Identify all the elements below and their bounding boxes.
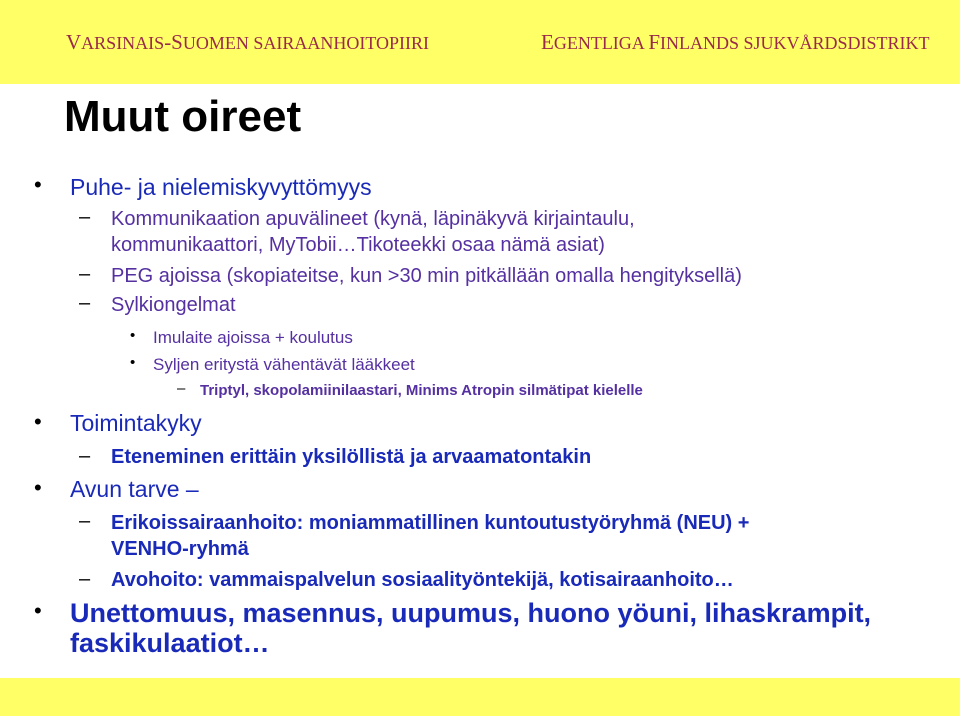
- bullet-marker: •: [34, 409, 42, 434]
- sub-bullet-progression: Eteneminen erittäin yksilöllistä ja arvaamatontakin: [111, 446, 592, 468]
- sub-bullet-communication-aids-cont: kommunikaattori, MyTobii…Tikoteekki osaa nämä asiat): [111, 234, 605, 256]
- dash-marker: –: [79, 292, 91, 314]
- level4-medication-list: Triptyl, skopolamiinilaastari, Minims Atropin silmätipat kielelle: [200, 382, 643, 399]
- dash-marker: –: [79, 263, 91, 285]
- sub-bullet-specialized-care-cont: VENHO-ryhmä: [111, 538, 249, 560]
- right-org-name: EGENTLIGA FINLANDS SJUKVÅRDSDISTRIKT: [541, 30, 930, 54]
- bullet-marker: •: [130, 354, 136, 371]
- bullet-marker: •: [34, 172, 42, 197]
- level3-saliva-medication: Syljen eritystä vähentävät lääkkeet: [153, 355, 415, 374]
- slide-title: Muut oireet: [64, 92, 302, 141]
- sub-bullet-peg: PEG ajoissa (skopiateitse, kun >30 min pitkällään omalla hengityksellä): [111, 265, 742, 287]
- bullet-need-for-help: Avun tarve –: [70, 476, 199, 502]
- bullet-other-symptoms-cont: faskikulaatiot…: [70, 628, 270, 658]
- dash-marker: –: [79, 206, 91, 228]
- bullet-other-symptoms: Unettomuus, masennus, uupumus, huono yöuni, lihaskrampit,: [70, 598, 872, 628]
- sub-bullet-saliva-problems: Sylkiongelmat: [111, 294, 236, 316]
- sub-bullet-outpatient-care: Avohoito: vammaispalvelun sosiaalityöntekijä, kotisairaanhoito…: [111, 569, 734, 591]
- dash-marker: –: [79, 510, 91, 532]
- bullet-functional-ability: Toimintakyky: [70, 410, 202, 436]
- dash-marker: –: [79, 568, 91, 590]
- header-band: [0, 0, 960, 84]
- bullet-marker: •: [130, 327, 136, 344]
- bullet-marker: •: [34, 475, 42, 500]
- left-org-name: VARSINAIS-SUOMEN SAIRAANHOITOPIIRI: [66, 30, 430, 54]
- bullet-marker: •: [34, 598, 42, 623]
- level3-suction-device: Imulaite ajoissa + koulutus: [153, 328, 353, 347]
- sub-bullet-specialized-care: Erikoissairaanhoito: moniammatillinen kuntoutustyöryhmä (NEU) +: [111, 512, 750, 534]
- sub-bullet-communication-aids: Kommunikaation apuvälineet (kynä, läpinäkyvä kirjaintaulu,: [111, 208, 635, 230]
- dash-marker: –: [177, 380, 186, 397]
- dash-marker: –: [79, 445, 91, 467]
- bullet-speech-swallowing: Puhe- ja nielemiskyvyttömyys: [70, 174, 372, 200]
- footer-band: [0, 678, 960, 716]
